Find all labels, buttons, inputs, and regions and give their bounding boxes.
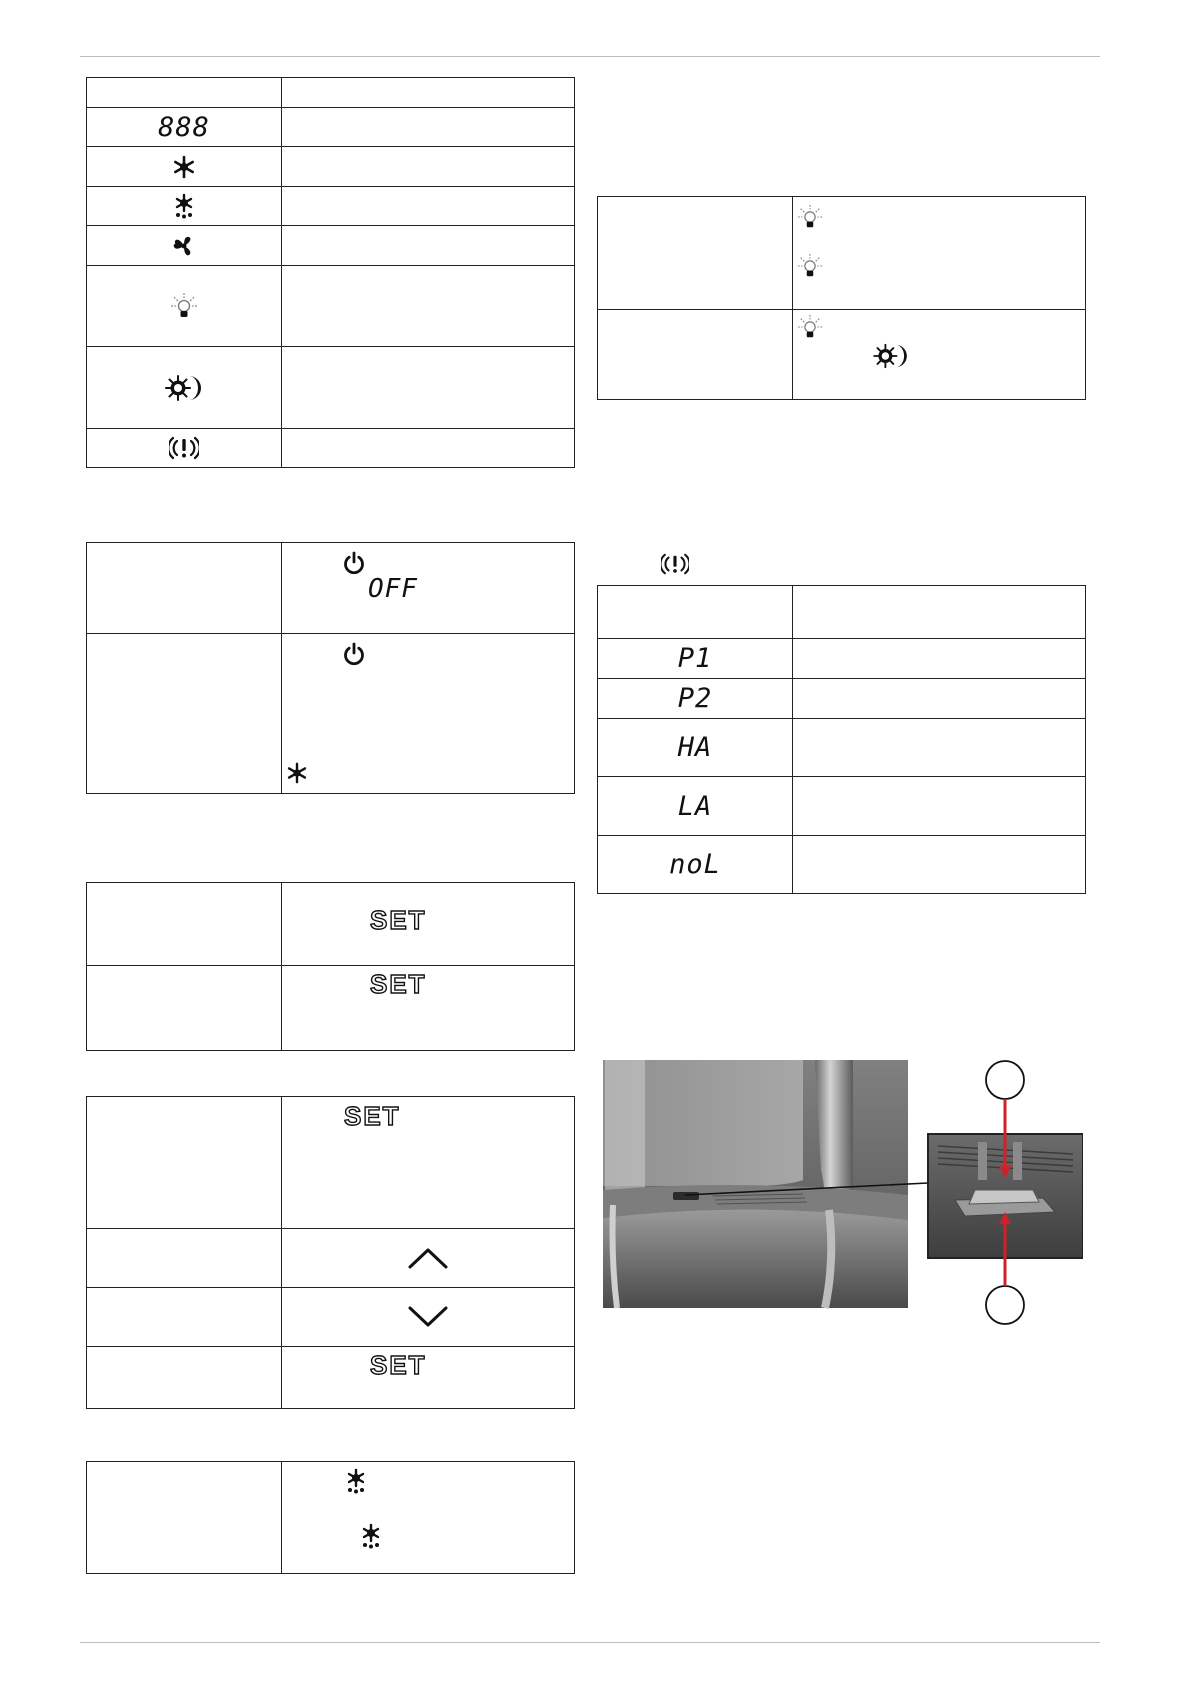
code-nol: noL — [669, 849, 721, 880]
light-bulb-icon — [796, 203, 824, 231]
defrost-icon — [344, 1468, 368, 1494]
arrow-up-icon — [407, 1245, 449, 1271]
code-ha: HA — [677, 732, 713, 763]
defrost-icon — [359, 1523, 383, 1549]
segment-display-icon: 888 — [158, 111, 210, 143]
light-bulb-icon — [796, 313, 824, 341]
snowflake-icon — [286, 762, 308, 784]
power-icon — [342, 551, 366, 575]
code-la: LA — [677, 790, 713, 822]
appliance-illustration — [603, 1060, 1083, 1330]
power-table — [86, 542, 575, 794]
day-night-icon — [165, 373, 203, 403]
alarm-icon — [661, 552, 689, 576]
alarm-code-table — [597, 585, 1086, 894]
appliance-figure — [603, 1060, 1083, 1330]
day-night-icon — [873, 342, 909, 370]
top-rule — [80, 56, 1100, 57]
symbol-table — [86, 77, 575, 468]
defrost-table — [86, 1461, 575, 1574]
set-button: SET — [370, 905, 427, 935]
defrost-icon — [172, 193, 196, 219]
code-p2: P2 — [677, 683, 713, 714]
setpoint-table — [86, 1096, 575, 1409]
set-button: SET — [370, 969, 427, 999]
light-bulb-icon — [169, 291, 199, 321]
set-button: SET — [344, 1101, 401, 1131]
alarm-icon — [169, 435, 199, 461]
set-table — [86, 882, 575, 1051]
light-table — [597, 196, 1086, 400]
snowflake-icon — [172, 155, 196, 179]
light-bulb-icon — [796, 252, 824, 280]
fan-icon — [171, 233, 197, 259]
bottom-rule — [80, 1642, 1100, 1643]
power-icon — [342, 642, 366, 666]
arrow-down-icon — [407, 1304, 449, 1330]
off-display: OFF — [368, 574, 418, 604]
code-p1: P1 — [677, 643, 713, 674]
set-button: SET — [370, 1350, 427, 1380]
